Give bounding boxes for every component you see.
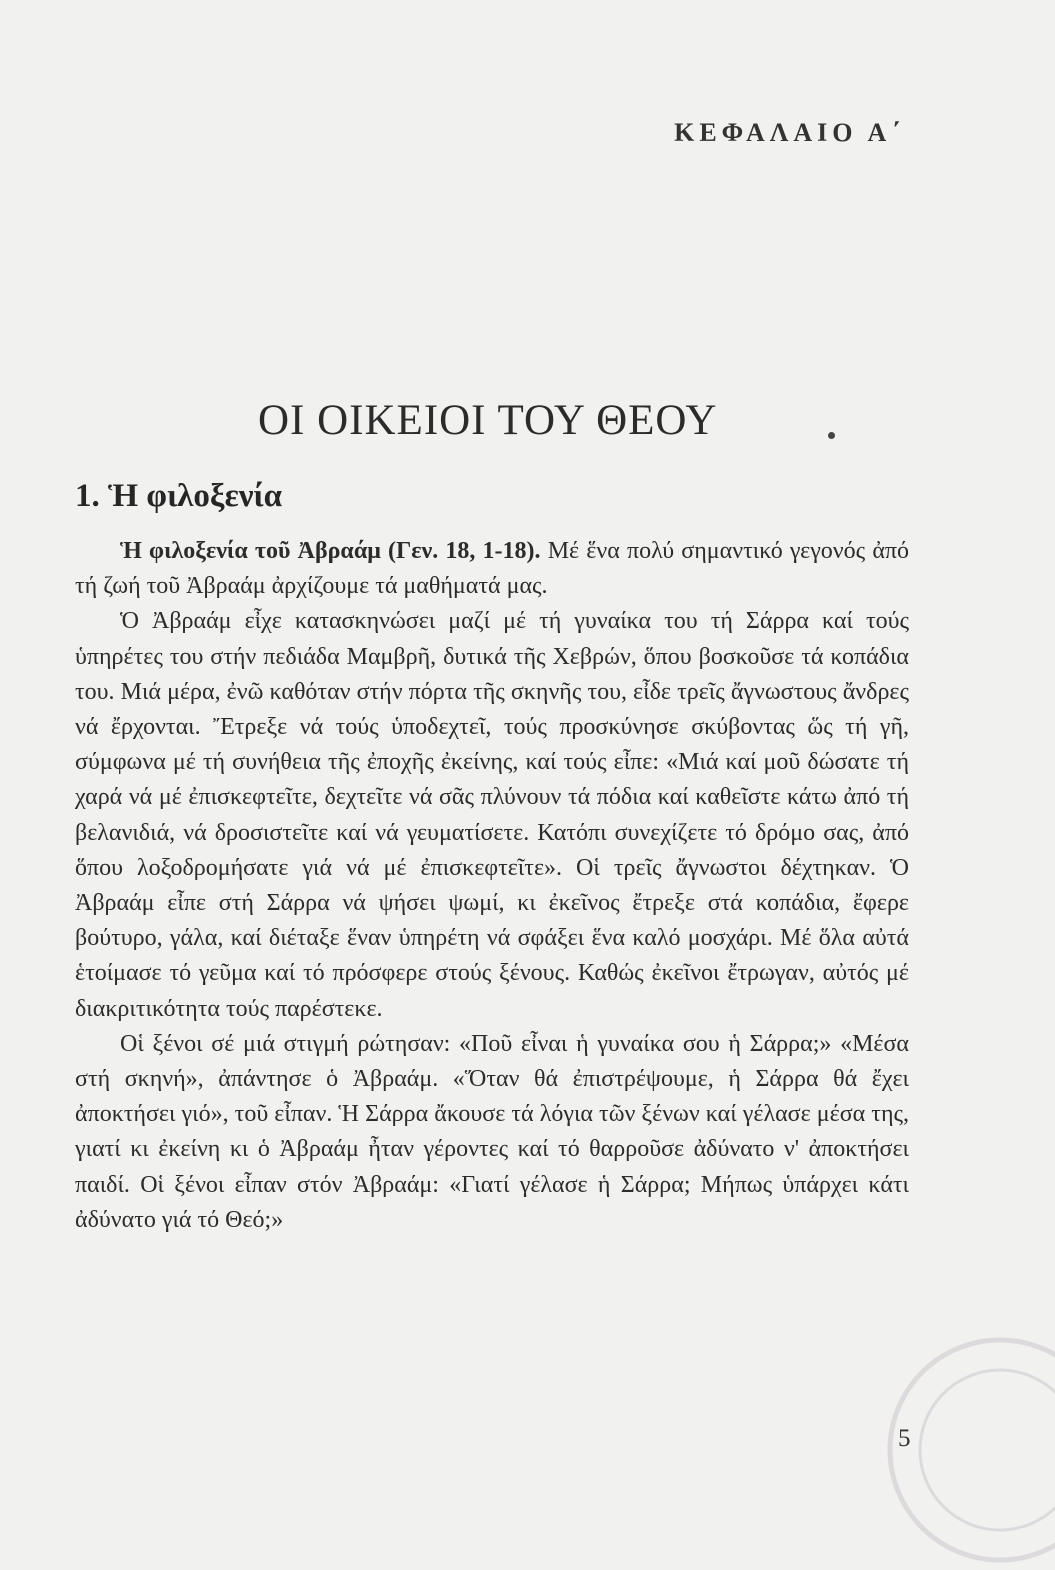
paragraph: Οἱ ξένοι σέ μιά στιγμή ρώτησαν: «Ποῦ εἶναι ἡ γυναίκα σου ἡ Σάρρα;» «Μέσα στή σκηνή», ἀπάντησε ὁ Ἀβραάμ. «Ὅταν θά ἐπιστρέψουμε, ἡ Σάρρα θά ἔχει ἀποκτήσει γιό», τοῦ εἶπαν. Ἡ Σάρρα ἄκουσε τά λόγια τῶν ξένων καί γέλασε μέσα της, γιατί κι ἐκείνη κι ὁ Ἀβραάμ ἦταν γέροντες καί τό θαρροῦσε ἀδύνατο ν' ἀποκτήσει παιδί. Οἱ ξένοι εἶπαν στόν Ἀβραάμ: «Γιατί γέλασε ἡ Σάρρα; Μήπως ὑπάρχει κάτι ἀδύνατο γιά τό Θεό;» [75, 1030, 909, 1233]
lead-reference: Ἡ φιλοξενία τοῦ Ἀβραάμ (Γεν. 18, 1-18). [120, 538, 541, 564]
ink-dot [828, 432, 835, 439]
chapter-heading: ΚΕΦΑΛΑΙΟ Α΄ [674, 118, 905, 147]
paragraph [75, 534, 909, 604]
body-text [75, 534, 909, 1238]
paragraph: Ὁ Ἀβραάμ εἶχε κατασκηνώσει μαζί μέ τή γυναίκα του τή Σάρρα καί τούς ὑπηρέτες του στήν πεδιάδα Μαμβρῆ, δυτικά τῆς Χεβρών, ὅπου βοσκοῦσε τά κοπάδια του. Μιά μέρα, ἐνῶ καθόταν στήν πόρτα τῆς σκηνῆς του, εἶδε τρεῖς ἄγνωστους ἄνδρες νά ἔρχονται. Ἔτρεξε νά τούς ὑποδεχτεῖ, τούς προσκύνησε σκύβοντας ὥς τή γῆ, σύμφωνα μέ τή συνήθεια τῆς ἐποχῆς ἐκείνης, καί τούς εἶπε: «Μιά καί μοῦ δώσατε τή χαρά νά μέ ἐπισκεφτεῖτε, δεχτεῖτε νά σᾶς πλύνουν τά πόδια καί καθεῖστε κάτω ἀπό τή βελανιδιά, νά δροσιστεῖτε καί νά γευματίσετε. Κατόπι συνεχίζετε τό δρόμο σας, ἀπό ὅπου λοξοδρομήσατε γιά νά μέ ἐπισκεφτεῖτε». Οἱ τρεῖς ἄγνωστοι δέχτηκαν. Ὁ Ἀβραάμ εἶπε στή Σάρρα νά ψήσει ψωμί, κι ἐκεῖνος ἔτρεξε στά κοπάδια, ἔφερε βούτυρο, γάλα, καί διέταξε ἕναν ὑπηρέτη νά σφάξει ἕνα καλό μοσχάρι. Μέ ὅλα αὐτά ἑτοίμασε τό γεῦμα καί τό πρόσφερε στούς ξένους. Καθώς ἐκεῖνοι ἔτρωγαν, αὐτός μέ διακριτικότητα τούς παρέστεκε. [75, 608, 909, 1022]
paragraph-text: Μέ ἕνα πολύ σημαντικό γεγονός ἀπό τή ζωή τοῦ Ἀβραάμ ἀρχίζουμε τά μαθήματά μας. [75, 538, 910, 600]
part-title: ΟΙ ΟΙΚΕΙΟΙ ΤΟΥ ΘΕΟΥ [258, 397, 718, 444]
section-title: 1. Ἡ φιλοξενία [75, 478, 283, 514]
page-number: 5 [898, 1425, 911, 1452]
